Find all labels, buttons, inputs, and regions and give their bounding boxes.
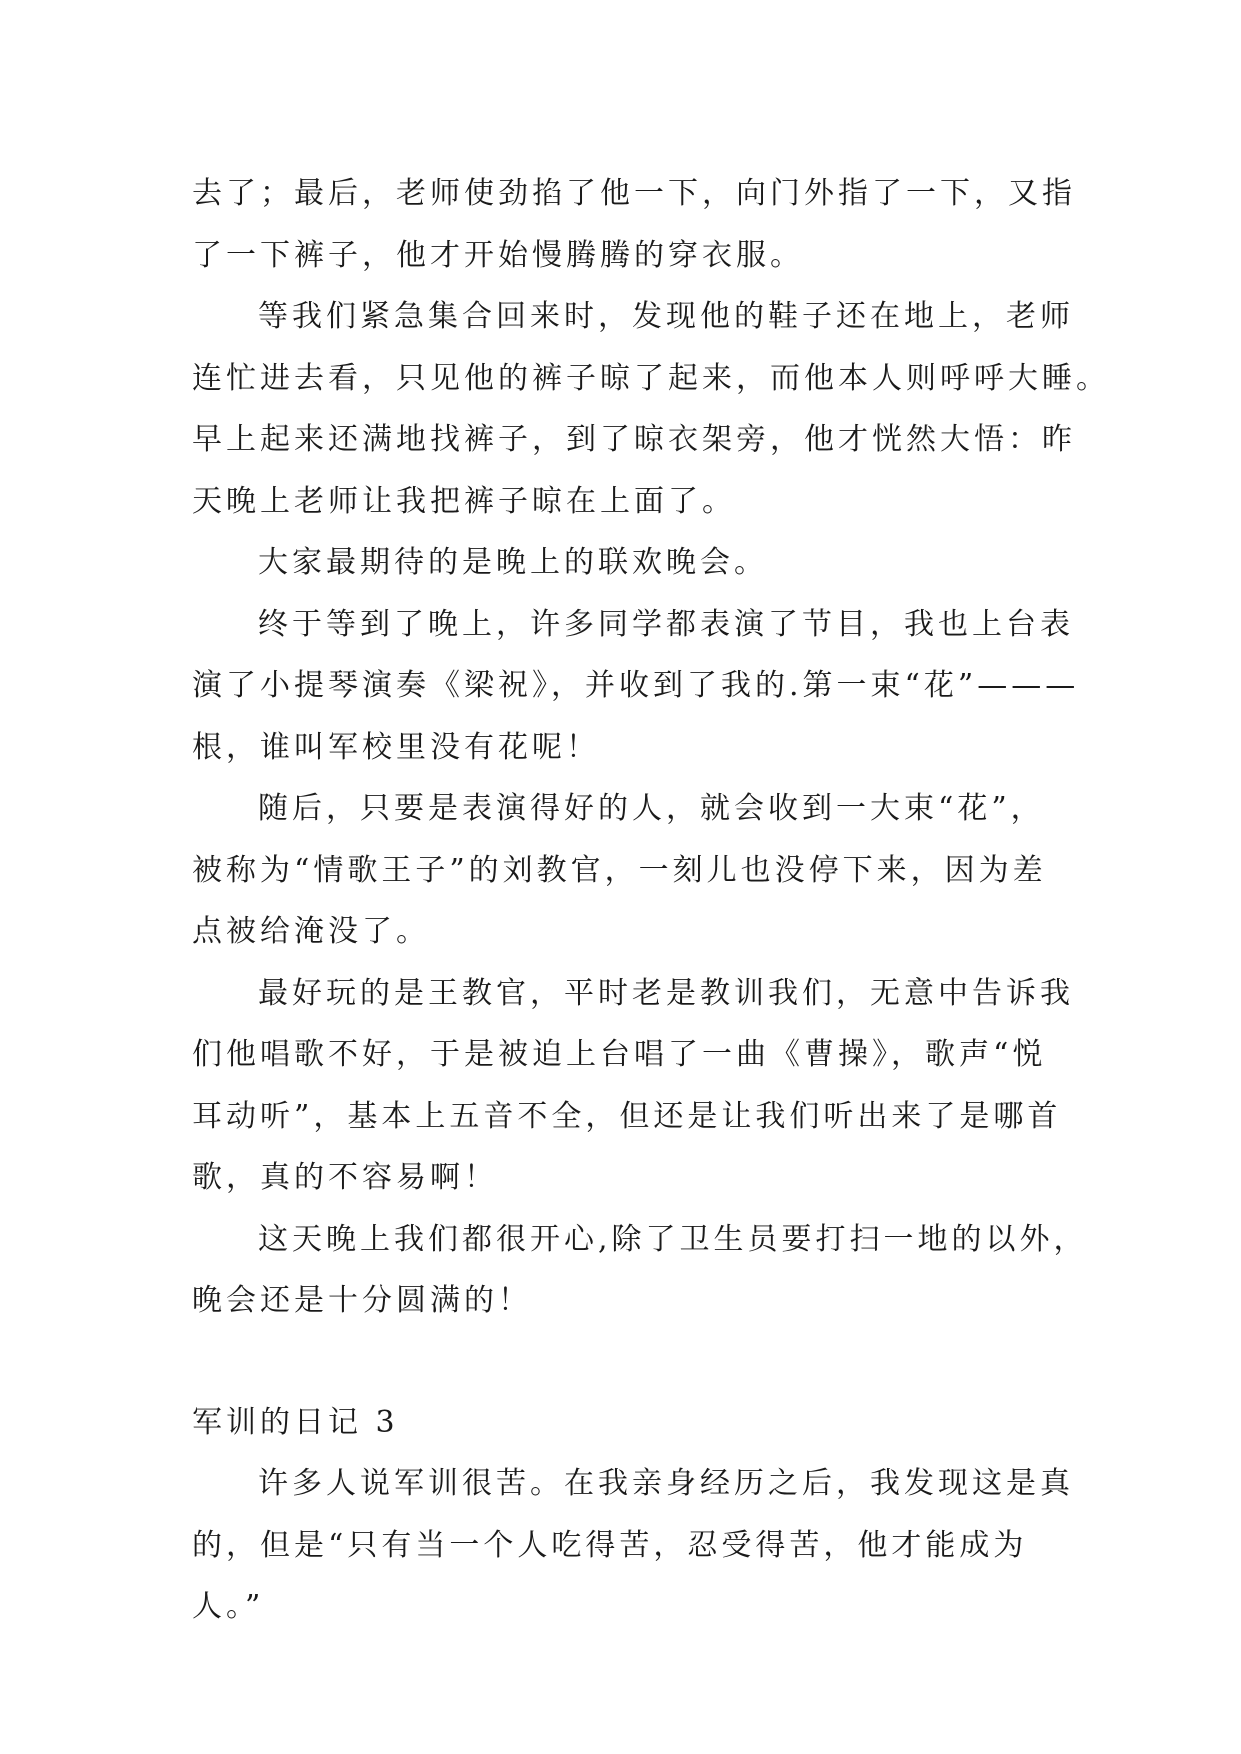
document-body	[192, 163, 1110, 1638]
paragraph-start-line: 最好玩的是王教官，平时老是教训我们，无意中告诉我	[258, 975, 1074, 1011]
paragraph-start-line: 这天晚上我们都很开心,除了卫生员要打扫一地的以外，	[258, 1221, 1088, 1257]
text-line: 去了；最后，老师使劲掐了他一下，向门外指了一下，又指	[192, 176, 1076, 211]
text-line: 早上起来还满地找裤子，到了晾衣架旁，他才恍然大悟：昨	[192, 422, 1076, 457]
paragraph-start-line: 终于等到了晚上，许多同学都表演了节目，我也上台表	[258, 606, 1074, 642]
text-line: 耳动听”，基本上五音不全，但还是让我们听出来了是哪首	[192, 1098, 1062, 1134]
text-line: 歌，真的不容易啊！	[192, 1160, 498, 1195]
text-line: 根，谁叫军校里没有花呢！	[192, 729, 600, 765]
paragraph-start-line: 等我们紧急集合回来时，发现他的鞋子还在地上，老师	[258, 299, 1074, 334]
text-line: 了一下裤子，他才开始慢腾腾的穿衣服。	[192, 237, 804, 273]
paragraph-start-line: 大家最期待的是晚上的联欢晚会。	[258, 545, 768, 580]
paragraph-start-line: 随后，只要是表演得好的人，就会收到一大束“花”，	[258, 791, 1045, 826]
text-line: 点被给淹没了。	[192, 914, 430, 949]
section-title: 军训的日记 3	[192, 1404, 399, 1440]
text-line: 晚会还是十分圆满的！	[192, 1283, 532, 1318]
text-line: 演了小提琴演奏《梁祝》，并收到了我的.第一束“花”———	[192, 668, 1080, 703]
text-line: 被称为“情歌王子”的刘教官，一刻儿也没停下来，因为差	[192, 852, 1047, 888]
paragraph-start-line: 许多人说军训很苦。在我亲身经历之后，我发现这是真	[258, 1466, 1074, 1501]
text-line: 的，但是“只有当一个人吃得苦，忍受得苦，他才能成为	[192, 1527, 1028, 1563]
text-line: 们他唱歌不好，于是被迫上台唱了一曲《曹操》，歌声“悦	[192, 1037, 1047, 1072]
text-line: 人。”	[192, 1589, 265, 1624]
text-line: 连忙进去看，只见他的裤子晾了起来，而他本人则呼呼大睡。	[192, 360, 1110, 396]
text-line: 天晚上老师让我把裤子晾在上面了。	[192, 483, 736, 519]
